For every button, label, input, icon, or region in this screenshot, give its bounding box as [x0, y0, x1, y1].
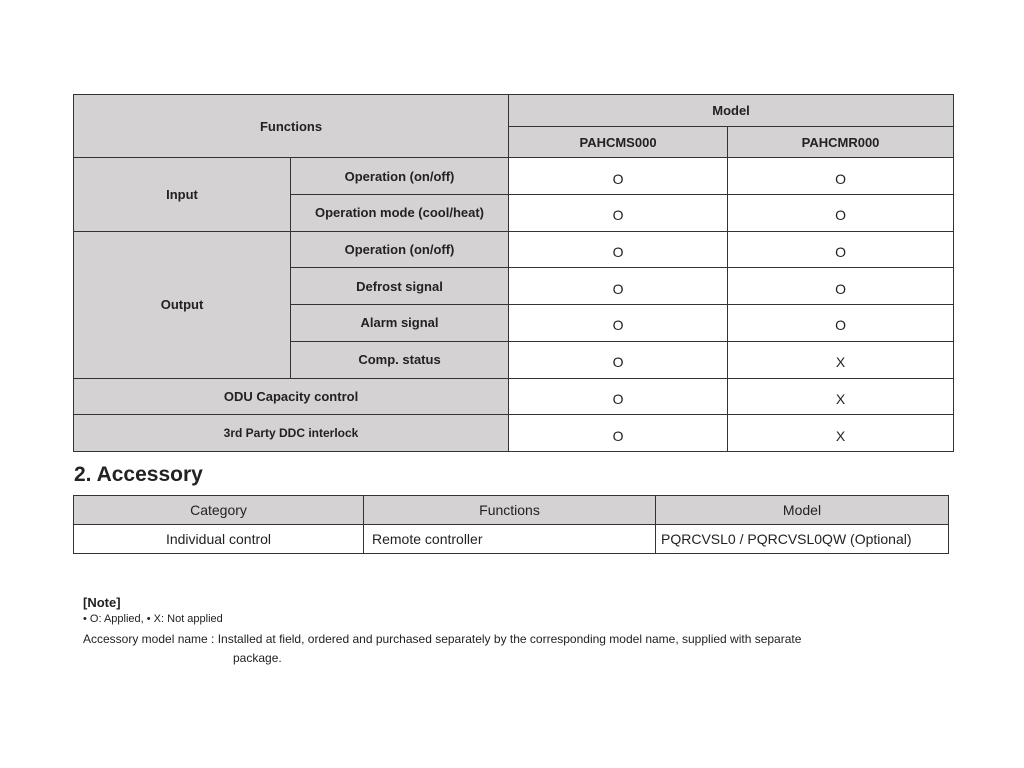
cell-value: O — [728, 268, 954, 305]
cell-value: X — [728, 415, 954, 452]
row-label: Operation mode (cool/heat) — [291, 195, 509, 232]
row-label: Defrost signal — [291, 268, 509, 305]
cell-category: Individual control — [74, 525, 364, 554]
cell-value: O — [509, 195, 728, 232]
note-line-2: package. — [233, 651, 282, 665]
group-input: Input — [74, 158, 291, 231]
note-legend: • O: Applied, • X: Not applied — [83, 613, 223, 625]
model-col-1: PAHCMS000 — [509, 126, 728, 158]
row-label: Comp. status — [291, 341, 509, 378]
cell-value: O — [509, 415, 728, 452]
cell-value: O — [509, 231, 728, 268]
cell-value: O — [509, 305, 728, 342]
model-col-2: PAHCMR000 — [728, 126, 954, 158]
cell-model: PQRCVSL0 / PQRCVSL0QW (Optional) — [656, 525, 949, 554]
accessory-heading: 2. Accessory — [74, 463, 203, 486]
cell-functions: Remote controller — [364, 525, 656, 554]
cell-value: O — [509, 268, 728, 305]
row-label: Operation (on/off) — [291, 158, 509, 195]
row-label: ODU Capacity control — [74, 378, 509, 415]
cell-value: O — [509, 158, 728, 195]
note-title: [Note] — [83, 595, 121, 610]
row-label: Operation (on/off) — [291, 231, 509, 268]
model-header: Model — [509, 95, 954, 127]
cell-value: O — [728, 231, 954, 268]
cell-value: O — [728, 158, 954, 195]
row-label: Alarm signal — [291, 305, 509, 342]
note-line-1: Accessory model name : Installed at field, ordered and purchased separately by the corresponding model name, supplied with separate — [83, 632, 802, 646]
functions-header: Functions — [74, 95, 509, 158]
header-functions: Functions — [364, 496, 656, 525]
header-category: Category — [74, 496, 364, 525]
cell-value: X — [728, 378, 954, 415]
cell-value: O — [728, 305, 954, 342]
cell-value: O — [509, 378, 728, 415]
row-label: 3rd Party DDC interlock — [74, 415, 509, 452]
cell-value: X — [728, 341, 954, 378]
accessory-table — [73, 495, 949, 554]
header-model: Model — [656, 496, 949, 525]
cell-value: O — [728, 195, 954, 232]
cell-value: O — [509, 341, 728, 378]
group-output: Output — [74, 231, 291, 378]
functions-table — [73, 94, 954, 452]
